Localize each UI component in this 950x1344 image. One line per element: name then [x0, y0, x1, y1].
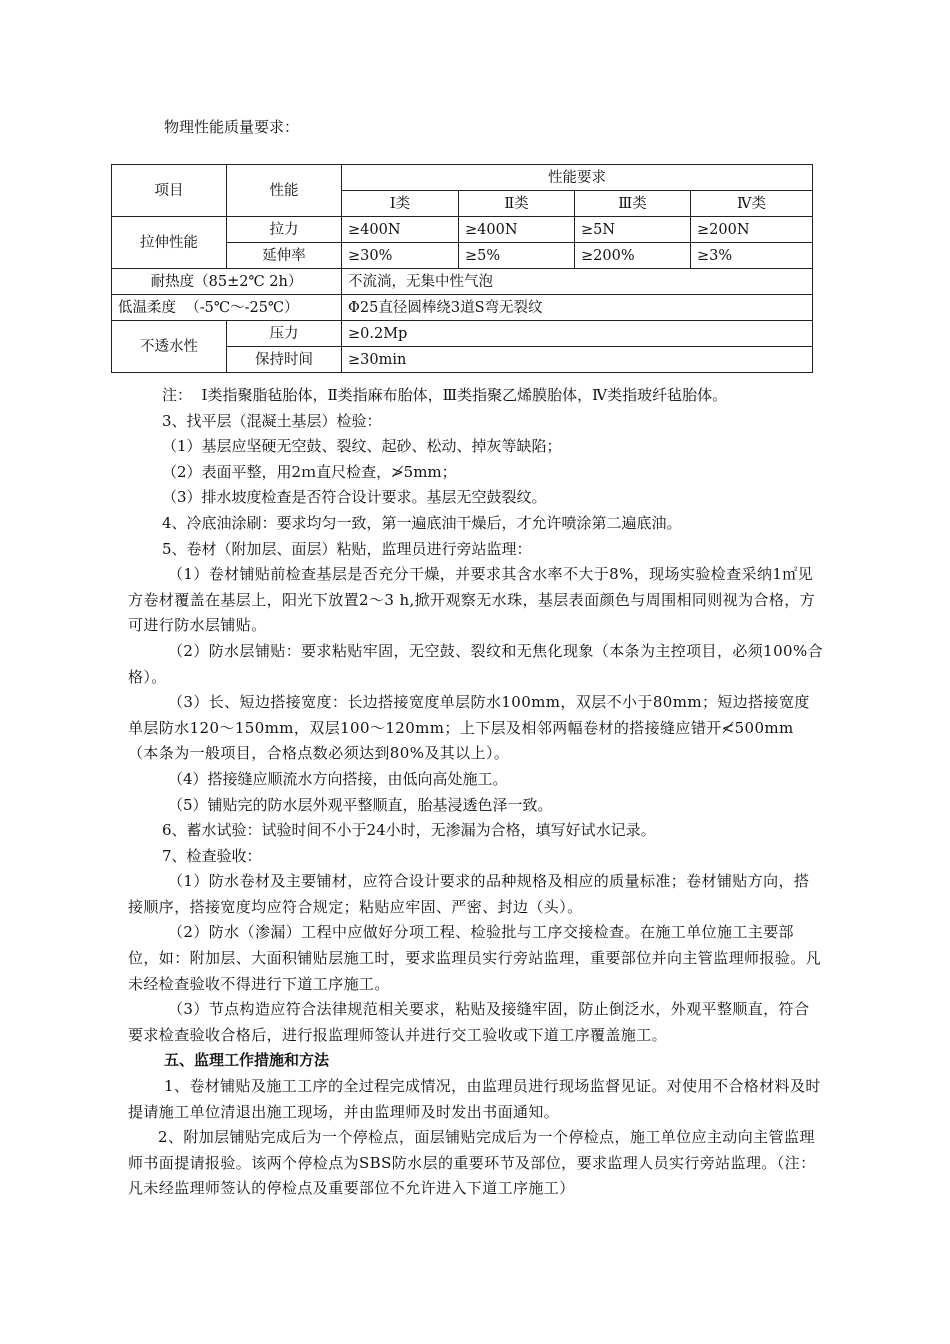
elongation-class-4: ≥3% — [691, 243, 813, 269]
tension-class-3: ≥5N — [575, 217, 691, 243]
measure-1: 1、卷材铺贴及施工工序的全过程完成情况，由监理员进行现场监督见证。对使用不合格材料及时提请施工单位清退出施工现场，并由监理师及时发出书面通知。 — [128, 1077, 821, 1121]
item-5-3: （3）长、短边搭接宽度：长边搭接宽度单层防水100mm，双层不小于80mm；短边搭接宽度单层防水120～150mm，双层100～120mm；上下层及相邻两幅卷材的搭接缝应错开≮500mm（本条为一般项目，合格点数必须达到80%及其以上）。 — [128, 693, 810, 763]
item-7-1: （1）防水卷材及主要铺材，应符合设计要求的品种规格及相应的质量标准；卷材铺贴方向，搭接顺序，搭接宽度均应符合规定；粘贴应牢固、严密、封边（头）。 — [128, 872, 810, 916]
item-3-2: （2）表面平整，用2ｍ直尺检查，≯5mm； — [162, 462, 457, 481]
tension-class-2: ≥400N — [459, 217, 575, 243]
low-temp-flexibility-value: Φ25直径圆棒绕3道S弯无裂纹 — [342, 295, 813, 321]
section-5-title: 五、监理工作措施和方法 — [164, 1051, 330, 1070]
header-class-2: Ⅱ类 — [459, 191, 575, 217]
document-body — [128, 383, 824, 1202]
item-7-heading: 7、检查验收： — [162, 846, 262, 865]
item-5-heading: 5、卷材（附加层、面层）粘贴，监理员进行旁站监理： — [162, 539, 532, 558]
pressure-value: ≥0.2Mp — [342, 321, 813, 347]
row-label-low-temp-flexibility: 低温柔度 （-5℃～-25℃） — [112, 295, 342, 321]
measure-2: 2、附加层铺贴完成后为一个停检点，面层铺贴完成后为一个停检点，施工单位应主动向主管监理师书面提请报验。该两个停检点为SBS防水层的重要环节及部位，要求监理人员实行旁站监理。（注：凡未经监理师签认的停检点及重要部位不允许进入下道工序施工） — [128, 1128, 816, 1198]
physical-performance-table — [111, 164, 813, 373]
item-5-1: （1）卷材铺贴前检查基层是否充分干燥，并要求其含水率不大于8%，现场实验检查采纳1㎡见方卷材覆盖在基层上，阳光下放置2～3 h,掀开观察无水珠，基层表面颜色与周围相同则视为合格，方可进行防水层铺贴。 — [128, 565, 816, 635]
item-3-heading: 3、找平层（混凝土基层）检验： — [162, 411, 382, 430]
row-label-elongation: 延伸率 — [227, 243, 342, 269]
row-label-pressure: 压力 — [227, 321, 342, 347]
elongation-class-1: ≥30% — [342, 243, 459, 269]
elongation-class-3: ≥200% — [575, 243, 691, 269]
row-label-impermeability: 不透水性 — [112, 321, 227, 373]
row-label-tension: 拉力 — [227, 217, 342, 243]
row-label-tensile: 拉伸性能 — [112, 217, 227, 269]
item-5-5: （5）铺贴完的防水层外观平整顺直，胎基浸透色泽一致。 — [168, 795, 553, 814]
item-5-4: （4）搭接缝应顺流水方向搭接，由低向高处施工。 — [168, 769, 508, 788]
heat-resistance-value: 不流淌，无集中性气泡 — [342, 269, 813, 295]
item-3-1: （1）基层应坚硬无空鼓、裂纹、起砂、松动、掉灰等缺陷； — [162, 437, 562, 456]
row-label-heat-resistance: 耐热度（85±2℃ 2h） — [112, 269, 342, 295]
item-7-3: （3）节点构造应符合法律规范相关要求，粘贴及接缝牢固，防止倒泛水，外观平整顺直，符合要求检查验收合格后，进行报监理师签认并进行交工验收或下道工序覆盖施工。 — [128, 1000, 810, 1044]
header-requirement: 性能要求 — [342, 165, 813, 191]
hold-time-value: ≥30min — [342, 347, 813, 373]
table-note: 注： Ⅰ类指聚脂毡胎体，Ⅱ类指麻布胎体，Ⅲ类指聚乙烯膜胎体，Ⅳ类指玻纤毡胎体。 — [162, 386, 728, 404]
header-class-1: Ⅰ类 — [342, 191, 459, 217]
item-3-3: （3）排水坡度检查是否符合设计要求。基层无空鼓裂纹。 — [162, 488, 547, 507]
item-5-2: （2）防水层铺贴：要求粘贴牢固，无空鼓、裂纹和无焦化现象（本条为主控项目，必须100%合格）。 — [128, 641, 824, 686]
item-6: 6、蓄水试验：试验时间不小于24小时，无渗漏为合格，填写好试水记录。 — [162, 821, 656, 840]
table-intro: 物理性能质量要求： — [164, 118, 300, 136]
header-class-4: Ⅳ类 — [691, 191, 813, 217]
row-label-hold-time: 保持时间 — [227, 347, 342, 373]
header-performance: 性能 — [227, 165, 342, 217]
header-class-3: Ⅲ类 — [575, 191, 691, 217]
elongation-class-2: ≥5% — [459, 243, 575, 269]
item-4: 4、冷底油涂刷：要求均匀一致，第一遍底油干燥后，才允许喷涂第二遍底油。 — [162, 513, 682, 532]
tension-class-1: ≥400N — [342, 217, 459, 243]
item-7-2: （2）防水（渗漏）工程中应做好分项工程、检验批与工序交接检查。在施工单位施工主要部位，如：附加层、大面积铺贴层施工时，要求监理员实行旁站监理，重要部位并向主管监理师报验。凡未经检查验收不得进行下道工序施工。 — [128, 923, 822, 993]
tension-class-4: ≥200N — [691, 217, 813, 243]
header-item: 项目 — [112, 165, 227, 217]
